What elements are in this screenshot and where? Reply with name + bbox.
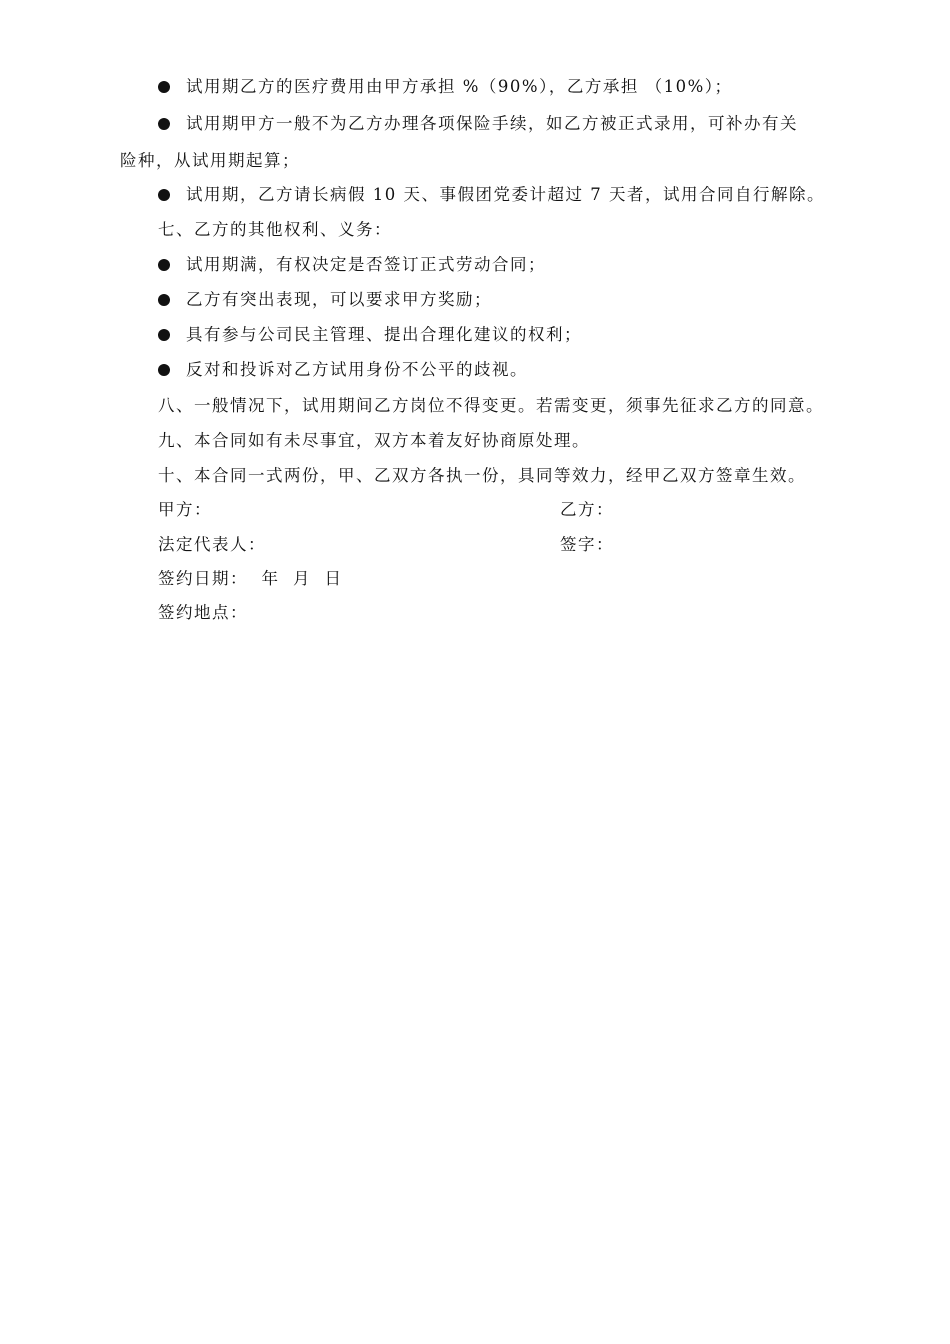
list-item-continuation: 险种，从试用期起算； (120, 151, 300, 170)
list-item (158, 255, 546, 275)
bullet-icon (158, 329, 170, 341)
bullet-icon (158, 118, 170, 130)
list-item (158, 360, 528, 380)
sign-label: 签字： (560, 535, 614, 554)
list-item-text: 试用期满，有权决定是否签订正式劳动合同； (186, 255, 546, 274)
party-b-label: 乙方： (560, 500, 614, 519)
list-item (158, 77, 733, 97)
legal-rep-label: 法定代表人： (158, 535, 266, 554)
list-item (158, 290, 492, 310)
sign-date-label: 签约日期： 年 月 日 (158, 569, 343, 588)
list-item-text: 乙方有突出表现，可以要求甲方奖励； (186, 290, 492, 309)
list-item-text: 试用期甲方一般不为乙方办理各项保险手续，如乙方被正式录用，可补办有关 (186, 114, 798, 133)
section-heading: 七、乙方的其他权利、义务： (158, 220, 392, 239)
list-item-text: 试用期乙方的医疗费用由甲方承担 %（90%），乙方承担 （10%）； (186, 77, 733, 96)
section-10-text: 十、本合同一式两份，甲、乙双方各执一份，具同等效力，经甲乙双方签章生效。 (158, 466, 806, 485)
bullet-icon (158, 259, 170, 271)
sign-place-label: 签约地点： (158, 603, 248, 622)
list-item (158, 325, 582, 345)
list-item-text: 反对和投诉对乙方试用身份不公平的歧视。 (186, 360, 528, 379)
list-item-text: 试用期，乙方请长病假 10 天、事假团党委计超过 7 天者，试用合同自行解除。 (186, 185, 825, 204)
bullet-icon (158, 364, 170, 376)
party-a-label: 甲方： (158, 500, 212, 519)
section-9-text: 九、本合同如有未尽事宜，双方本着友好协商原处理。 (158, 431, 590, 450)
section-8-text: 八、一般情况下，试用期间乙方岗位不得变更。若需变更，须事先征求乙方的同意。 (158, 396, 824, 415)
bullet-icon (158, 81, 170, 93)
list-item-text: 具有参与公司民主管理、提出合理化建议的权利； (186, 325, 582, 344)
list-item (158, 185, 825, 205)
list-item (158, 114, 798, 134)
bullet-icon (158, 294, 170, 306)
bullet-icon (158, 189, 170, 201)
